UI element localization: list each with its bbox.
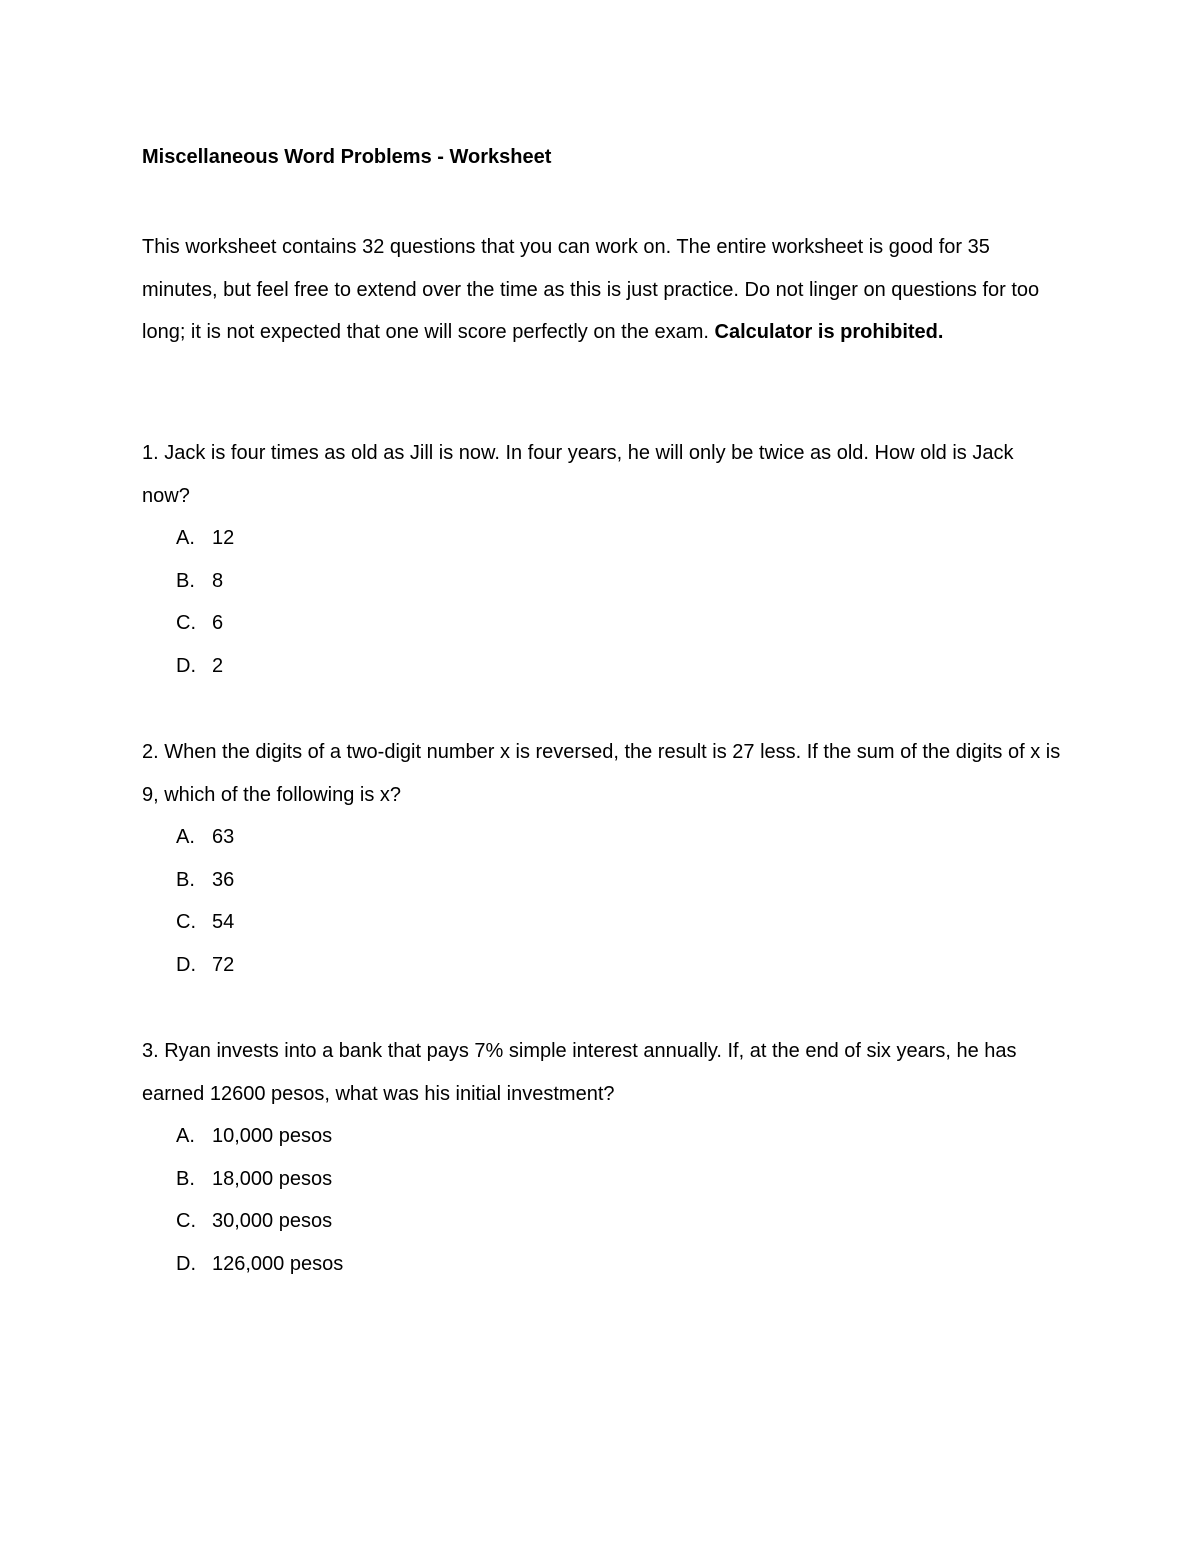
option-a[interactable] — [142, 816, 1062, 859]
question-3 — [142, 1030, 1062, 1285]
option-value: 54 — [212, 911, 235, 933]
option-c[interactable] — [142, 602, 1062, 645]
option-value: 8 — [212, 569, 224, 592]
option-letter: D. — [176, 1252, 196, 1275]
option-b[interactable] — [142, 1158, 1062, 1201]
option-value: 10,000 pesos — [212, 1125, 333, 1147]
option-letter: C. — [176, 911, 196, 933]
option-letter: C. — [176, 1210, 196, 1232]
option-letter: D. — [176, 953, 196, 976]
answer-options — [142, 517, 1062, 687]
option-d[interactable] — [142, 645, 1062, 688]
option-letter: D. — [176, 654, 196, 677]
option-value: 18,000 pesos — [212, 1167, 333, 1190]
option-letter: A. — [176, 1125, 195, 1147]
option-letter: B. — [176, 868, 195, 891]
option-letter: A. — [176, 826, 195, 848]
option-b[interactable] — [142, 560, 1062, 603]
option-letter: C. — [176, 612, 196, 634]
option-letter: A. — [176, 527, 195, 549]
answer-options — [142, 816, 1062, 986]
question-1 — [142, 432, 1062, 687]
option-c[interactable] — [142, 1200, 1062, 1243]
question-text: 2. When the digits of a two-digit number x is reversed, the result is 27 less. If the sum of the digits of x is 9, which of the following is x? — [142, 741, 1061, 806]
intro-text: This worksheet contains 32 questions that you can work on. The entire worksheet is good for 35 minutes, but feel free to extend over the time as this is just practice. Do not linger on questions for too long; it is not expected that one will score perfectly on the exam. — [142, 236, 1040, 343]
answer-options — [142, 1115, 1062, 1285]
option-a[interactable] — [142, 517, 1062, 560]
option-value: 12 — [212, 527, 235, 549]
question-text: 1. Jack is four times as old as Jill is now. In four years, he will only be twice as old. How old is Jack now? — [142, 442, 1014, 507]
question-text: 3. Ryan invests into a bank that pays 7% simple interest annually. If, at the end of six years, he has earned 12600 pesos, what was his initial investment? — [142, 1040, 1017, 1105]
option-d[interactable] — [142, 1243, 1062, 1286]
option-value: 36 — [212, 868, 235, 891]
option-value: 63 — [212, 826, 235, 848]
calculator-warning: Calculator is prohibited. — [714, 321, 944, 343]
option-c[interactable] — [142, 901, 1062, 944]
worksheet-title: Miscellaneous Word Problems - Worksheet — [142, 146, 552, 168]
option-letter: B. — [176, 569, 195, 592]
intro-paragraph — [142, 226, 1062, 354]
option-value: 6 — [212, 612, 224, 634]
question-2 — [142, 731, 1062, 986]
option-a[interactable] — [142, 1115, 1062, 1158]
option-value: 2 — [212, 654, 224, 677]
option-d[interactable] — [142, 944, 1062, 987]
option-value: 72 — [212, 953, 235, 976]
option-value: 30,000 pesos — [212, 1210, 333, 1232]
option-value: 126,000 pesos — [212, 1252, 344, 1275]
option-b[interactable] — [142, 859, 1062, 902]
option-letter: B. — [176, 1167, 195, 1190]
